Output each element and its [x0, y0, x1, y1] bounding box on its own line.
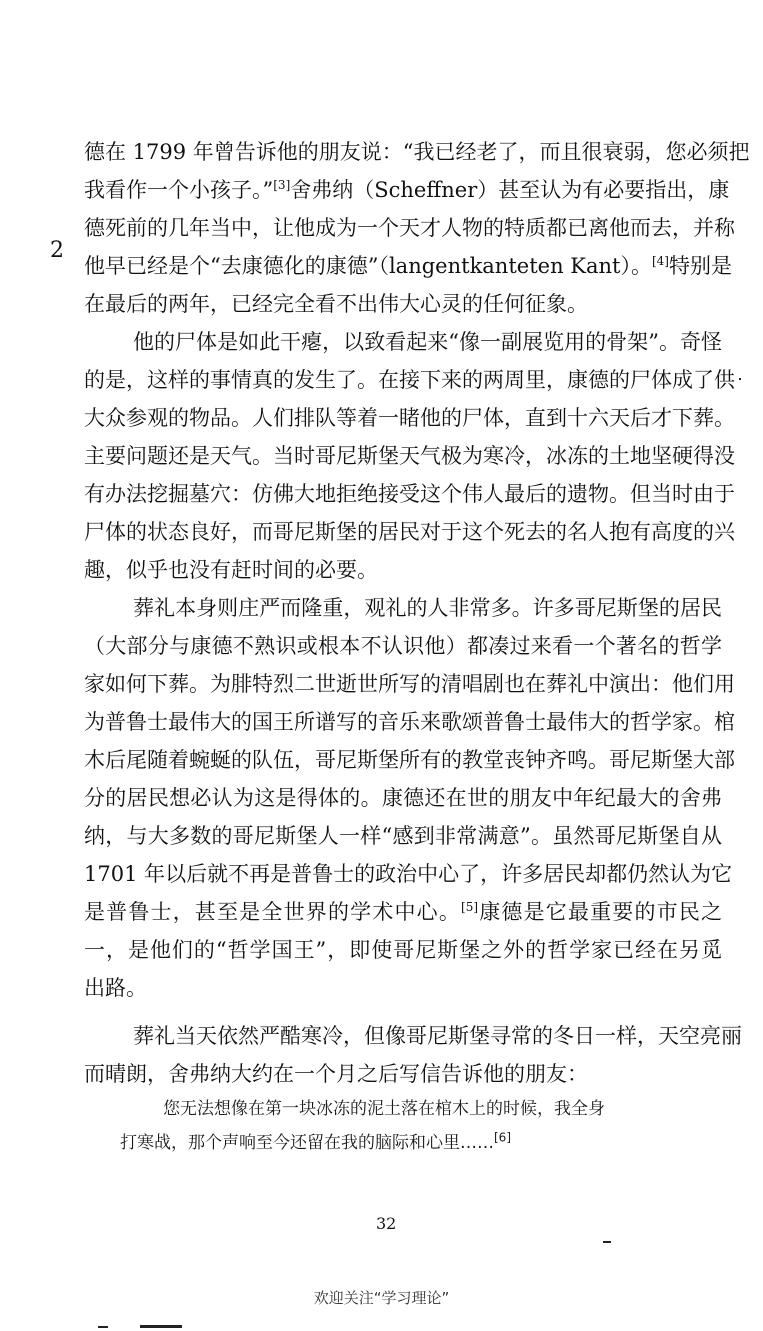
- paragraph-1-line-5: 在最后的两年，已经完全看不出伟大心灵的任何征象。: [84, 292, 588, 316]
- paragraph-1-line-3: 德死前的几年当中，让他成为一个天才人物的特质都已离他而去，并称: [84, 216, 735, 240]
- text-segment: 他早已经是个“去康德化的康德”（langentkanteten Kant）。: [84, 254, 652, 278]
- paragraph-2-line-7: 趣，似乎也没有赶时间的必要。: [84, 558, 378, 582]
- footnote-ref-6: [6]: [494, 1130, 511, 1145]
- scan-speck: [739, 378, 741, 380]
- paragraph-2-line-6: 尸体的状态良好，而哥尼斯堡的居民对于这个死去的名人抱有高度的兴: [84, 520, 735, 544]
- paragraph-3-line-3: 家如何下葬。为腓特烈二世逝世所写的清唱剧也在葬礼中演出：他们用: [84, 672, 735, 696]
- paragraph-3-line-5: 木后尾随着蜿蜒的队伍，哥尼斯堡所有的教堂丧钟齐鸣。哥尼斯堡大部: [84, 748, 735, 772]
- block-quote-line-1: 您无法想像在第一块冰冻的泥土落在棺木上的时候，我全身: [163, 1099, 605, 1119]
- paragraph-2-line-2: 的是，这样的事情真的发生了。在接下来的两周里，康德的尸体成了供: [84, 368, 735, 392]
- page-number: 32: [376, 1214, 397, 1233]
- text-segment: 舍弗纳（Scheffner）甚至认为有必要指出，康: [290, 178, 730, 202]
- footnote-ref-5: [5]: [461, 900, 479, 914]
- text-segment: 我看作一个小孩子。”: [84, 178, 274, 202]
- paragraph-3-line-1: 葬礼本身则庄严而隆重，观礼的人非常多。许多哥尼斯堡的居民: [133, 596, 722, 620]
- scan-speck: [98, 1326, 108, 1328]
- footnote-ref-4: [4]: [651, 254, 669, 268]
- paragraph-3-line-11: 出路。: [84, 976, 147, 1000]
- paragraph-3-line-7: 纳，与大多数的哥尼斯堡人一样“感到非常满意”。虽然哥尼斯堡自从: [84, 824, 722, 848]
- paragraph-2-line-1: 他的尸体是如此干瘪，以致看起来“像一副展览用的骨架”。奇怪: [133, 330, 722, 354]
- margin-number: 2: [50, 238, 64, 263]
- block-quote-line-2: [120, 1126, 511, 1160]
- paragraph-3-line-2: （大部分与康德不熟识或根本不认识他）都凑过来看一个著名的哲学: [84, 634, 722, 658]
- paragraph-2-line-4: 主要问题还是天气。当时哥尼斯堡天气极为寒冷，冰冻的土地坚硬得没: [84, 444, 735, 468]
- paragraph-1-line-4: [84, 247, 732, 285]
- paragraph-3-line-9: [84, 893, 722, 931]
- paragraph-2-line-3: 大众参观的物品。人们排队等着一睹他的尸体，直到十六天后才下葬。: [84, 406, 735, 430]
- paragraph-4-line-1: 葬礼当天依然严酷寒冷，但像哥尼斯堡寻常的冬日一样，天空亮丽: [133, 1024, 742, 1048]
- text-segment: 特别是: [668, 254, 732, 278]
- scan-speck: [603, 1241, 611, 1243]
- scan-speck: [140, 1325, 182, 1328]
- paragraph-2-line-5: 有办法挖掘墓穴：仿佛大地拒绝接受这个伟人最后的遗物。但当时由于: [84, 482, 735, 506]
- paragraph-1-line-1: 德在 1799 年曾告诉他的朋友说：“我已经老了，而且很衰弱，您必须把: [84, 140, 750, 164]
- footer-note: 欢迎关注“学习理论”: [313, 1289, 450, 1307]
- paragraph-3-line-10: 一，是他们的“哲学国王”，即使哥尼斯堡之外的哲学家已经在另觅: [84, 938, 722, 962]
- paragraph-3-line-4: 为普鲁士最伟大的国王所谱写的音乐来歌颂普鲁士最伟大的哲学家。棺: [84, 710, 735, 734]
- paragraph-4-line-2: 而晴朗，舍弗纳大约在一个月之后写信告诉他的朋友：: [84, 1062, 588, 1086]
- text-segment: 打寒战，那个声响至今还留在我的脑际和心里……: [120, 1133, 494, 1153]
- paragraph-3-line-8: 1701 年以后就不再是普鲁士的政治中心了，许多居民却都仍然认为它: [84, 862, 733, 886]
- text-segment: 是普鲁士，甚至是全世界的学术中心。: [84, 900, 462, 924]
- footnote-ref-3: [3]: [273, 178, 291, 192]
- paragraph-1-line-2: [84, 171, 730, 209]
- paragraph-3-line-6: 分的居民想必认为这是得体的。康德还在世的朋友中年纪最大的舍弗: [84, 786, 722, 810]
- text-segment: 康德是它最重要的市民之: [478, 900, 723, 924]
